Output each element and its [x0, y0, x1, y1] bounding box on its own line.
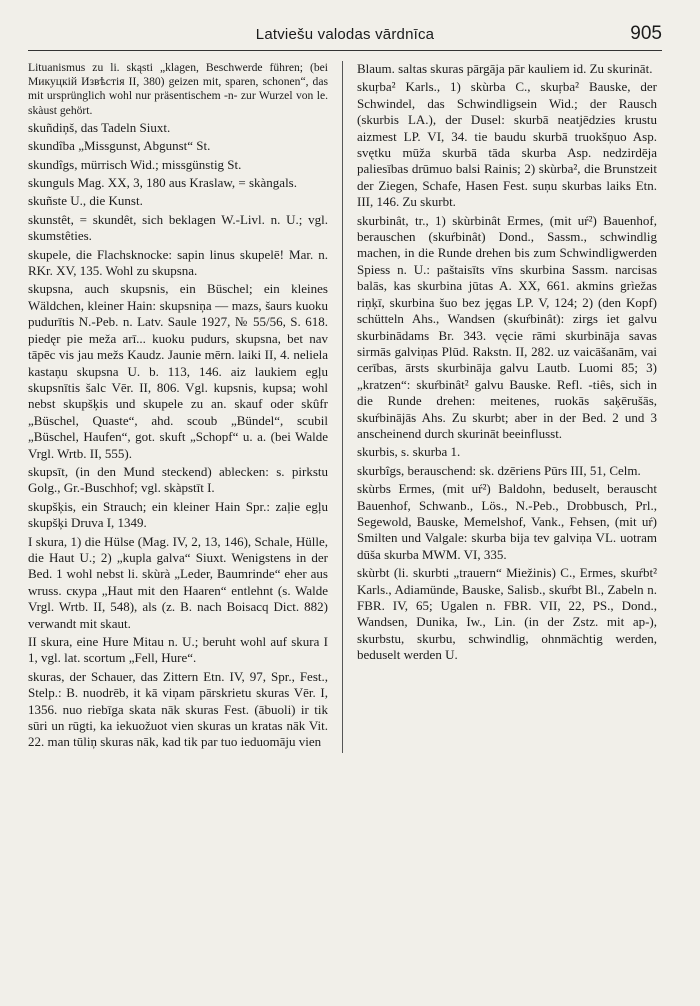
dictionary-entry: skupsīt, (in den Mund steckend) ablecken: s. pirkstu Golg., Gr.-Buschhof; vgl. skàpstīt I.: [28, 463, 328, 496]
page-header: [28, 20, 662, 51]
dictionary-entry: skundîgs, mürrisch Wid.; missgünstig St.: [28, 156, 242, 172]
dictionary-entry: skùrbt (li. skurbti „trauern“ Miežinis) C., Ermes, skuŕbt² Karls., Adiamünde, Bauske, Salisb., skuŕbt Bl., Zabeln n. FBR. IV, 65; Ugalen n. FBR. VII, 22, PS., Dond., Wandsen, Dunika, Iw., Lin. (in der Zstz. mit ap-), skurbstu, skurbu, schwindlig, ohnmächtig werden, beduselt werden U.: [357, 565, 657, 663]
dictionary-entry: skuŗba² Karls., 1) skùrba C., skuŗba² Bauske, der Schwindel, das Schwindligsein Wid.; der Rausch (skurbis LA.), der Dusel: skurbā neatjēdzies krustu aizmest LP. VI, 34. tie baudu skurbā truokšņuo Asp. svętku mūža skurbā tāda skurba Asp. nedzirdēja paliesības drūmuo balsi Rainis; 2) skùrba², die Brunstzeit der Ziegen, Schafe, Hasen Fest. suņu skurbas laiks Etn. III, 146. Zu skurbt.: [357, 79, 657, 210]
dictionary-entry: I skura, 1) die Hülse (Mag. IV, 2, 13, 146), Schale, Hülle, die Haut U.; 2) „kupla galva“ Siuxt. Wenigstens in der Bed. 1 wohl nebst li. skùrà „Leder, Baumrinde“ eher aus wruss. скура „Haut mit den Haaren“ entlehnt (s. Walde Vrgl. Wrtb. II, 548), als (z. B. nach Boisacq Dict. 882) verwandt mit skaut.: [28, 533, 328, 631]
page-number: 905: [630, 23, 662, 44]
text-columns: [28, 61, 662, 753]
dictionary-entry: Blaum. saltas skuras pārgāja pār kauliem id. Zu skurināt.: [357, 61, 653, 76]
dictionary-entry: skupsna, auch skupsnis, ein Büschel; ein kleines Wäldchen, kleiner Hain: skupsniņa — mazs, šaurs kuoku pudurītis N.-Peb. n. Latv. Saule 1927, № 55/56, S. 618. piedęr pie meža arī... kuoku pudurs, skupsna, bet nav tāpēc vis jau mežs Kaudz. Jaunie mērn. laiki II, 4. neliela kastaņu skupsna U. b. 113, 146. aiz laukiem egļu skupsnītis šalc Vēr. II, 806. Vgl. kupsnis, kupsa; wohl nebst skupšķis und skupele zu an. skauf oder skûfr „Büschel, Quaste“, ahd. scoub „Bündel“, scubil „Büschel, Haufen“, got. skuft „Schopf“ u. a. (bei Walde Vrgl. Wrtb. II, 555).: [28, 281, 328, 461]
dictionary-entry: skupele, die Flachsknocke: sapin linus skupelē! Mar. n. RKr. XV, 135. Wohl zu skupsna.: [28, 246, 328, 279]
dictionary-entry: skurbis, s. skurba 1.: [357, 444, 461, 460]
dictionary-entry: skunguls Mag. XX, 3, 180 aus Kraslaw, = skàngals.: [28, 175, 297, 191]
dictionary-entry: skundîba „Missgunst, Abgunst“ St.: [28, 138, 211, 154]
dictionary-entry: skuras, der Schauer, das Zittern Etn. IV, 97, Spr., Fest., Stelp.: B. nuodrēb, it kā viņam pārskrietu skuras Vēr. I, 1356. nuo riebīga skata nāk skuras Fest. (ābuoli) ir tik sūri un rūgti, ka iekuožuot vien skuras un kratas nāk Vit. 22. man tūliņ skuras nāk, kad tik par tuo ieduomāju vien: [28, 668, 328, 750]
dictionary-entry: skunstêt, = skundêt, sich beklagen W.-Livl. n. U.; vgl. skumstêties.: [28, 211, 328, 244]
running-title: Latviešu valodas vārdnīca: [255, 26, 435, 43]
right-column: [342, 61, 657, 753]
dictionary-entry: skurbîgs, berauschend: sk. dzēriens Pūrs III, 51, Celm.: [357, 462, 641, 478]
dictionary-entry: skùrbs Ermes, (mit uŕ²) Baldohn, beduselt, berauscht Bauenhof, Schwanb., Lös., N.-Peb., Drobbusch, Prl., Segewold, Bauske, Memelshof, Vank., Fehsen, (mit uŕ) Smilten und Valgale: skurba bija tev galviņa VL. uotram dūša skurba MWM. VI, 335.: [357, 481, 657, 562]
dictionary-entry: Lituanismus zu li. skąsti „klagen, Beschwerde führen; (bei Микуцкій Извѣстія II, 380) geizen mit, sparen, schonen“, das mit ursprünglich wohl nur präsentischem -n- zur Wurzel von le. skàust gehört.: [28, 61, 328, 117]
left-column: [28, 61, 342, 753]
dictionary-entry: skupšķis, ein Strauch; ein kleiner Hain Spr.: zaļie egļu skupšķi Druva I, 1349.: [28, 498, 328, 531]
dictionary-entry: skuñste U., die Kunst.: [28, 193, 143, 209]
dictionary-entry: II skura, eine Hure Mitau n. U.; beruht wohl auf skura I 1, vgl. lat. scortum „Fell, Hure“.: [28, 634, 328, 666]
dictionary-entry: skurbinât, tr., 1) skùrbinât Ermes, (mit uŕ²) Bauenhof, berauschen (skuŕbinât) Dond., Sassm., schwindlig machen, in die Runde drehen bis zum Schwindligwerden Spiess n. U.: paštaisīts vīns skurbina Sassm. narcisas balās, kas skurbina jūtas A. XX, 661. akmins grìežas riņķī, skurbina šuo bez jęgas LP. V, 124; 2) (den Kopf) schütteln Ahs., Wandsen (skuŕbinât): zirgs iet galvu skurbinādams Br. 343. vęcie rāmi skurbināja savas sirmās galviņas Plūd. Rakstn. II, 282. uz vaicāšanām, vai cerības, ārsts skurbināja galvu Lautb. Luomi 85; 3) „kratzen“: skuŕbinât² galvu Bauske. Refl. -tiês, sich in die Runde drehen: meitenes, ruokās saķērušās, skuŕbinājās Ahs. Zu skurbt; aber in der Bed. 2 und 3 anscheinend durch skurināt beeinflusst.: [357, 212, 657, 441]
dictionary-entry: skuñdiņš, das Tadeln Siuxt.: [28, 119, 171, 135]
